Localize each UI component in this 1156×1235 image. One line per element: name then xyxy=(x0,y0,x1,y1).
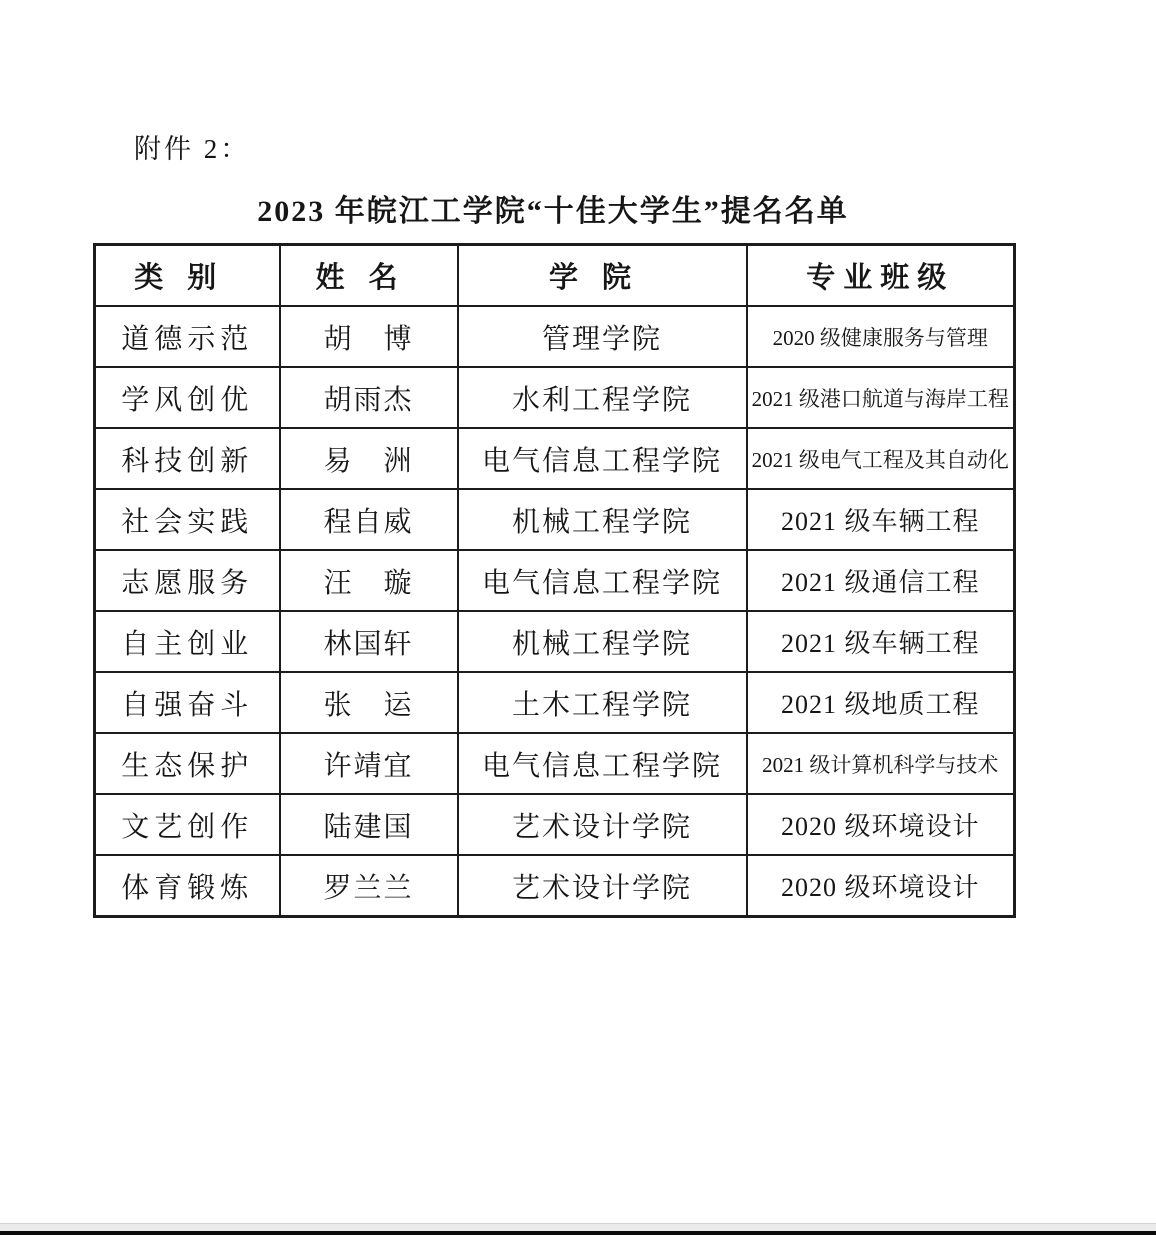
name-cell: 张 运 xyxy=(280,672,458,733)
major-cell: 2021 级车辆工程 xyxy=(747,611,1015,672)
college-cell: 管理学院 xyxy=(458,306,747,367)
major-cell: 2021 级港口航道与海岸工程 xyxy=(747,367,1015,428)
name-cell: 汪 璇 xyxy=(280,550,458,611)
college-cell: 艺术设计学院 xyxy=(458,794,747,855)
category-cell: 道德示范 xyxy=(95,306,280,367)
table-row xyxy=(95,794,1015,855)
major-cell: 2021 级电气工程及其自动化 xyxy=(747,428,1015,489)
column-header-category: 类别 xyxy=(95,245,280,307)
major-cell: 2020 级环境设计 xyxy=(747,794,1015,855)
major-cell: 2021 级车辆工程 xyxy=(747,489,1015,550)
table-row xyxy=(95,428,1015,489)
college-cell: 水利工程学院 xyxy=(458,367,747,428)
category-cell: 自主创业 xyxy=(95,611,280,672)
name-cell: 易 洲 xyxy=(280,428,458,489)
category-cell: 志愿服务 xyxy=(95,550,280,611)
attachment-label: 附件 2： xyxy=(134,134,251,164)
major-cell: 2021 级通信工程 xyxy=(747,550,1015,611)
table-row xyxy=(95,855,1015,917)
major-cell: 2020 级健康服务与管理 xyxy=(747,306,1015,367)
major-cell: 2021 级地质工程 xyxy=(747,672,1015,733)
category-cell: 自强奋斗 xyxy=(95,672,280,733)
name-cell: 程自威 xyxy=(280,489,458,550)
category-cell: 社会实践 xyxy=(95,489,280,550)
document-title: 2023 年皖江工学院“十佳大学生”提名名单 xyxy=(257,195,849,228)
column-header-college: 学院 xyxy=(458,245,747,307)
college-cell: 电气信息工程学院 xyxy=(458,428,747,489)
name-cell: 胡雨杰 xyxy=(280,367,458,428)
name-cell: 胡 博 xyxy=(280,306,458,367)
category-cell: 生态保护 xyxy=(95,733,280,794)
table-row xyxy=(95,550,1015,611)
column-header-name: 姓名 xyxy=(280,245,458,307)
category-cell: 体育锻炼 xyxy=(95,855,280,917)
table-row xyxy=(95,489,1015,550)
header-row xyxy=(95,245,1015,307)
name-cell: 陆建国 xyxy=(280,794,458,855)
category-cell: 学风创优 xyxy=(95,367,280,428)
major-cell: 2021 级计算机科学与技术 xyxy=(747,733,1015,794)
college-cell: 土木工程学院 xyxy=(458,672,747,733)
college-cell: 机械工程学院 xyxy=(458,611,747,672)
table-row xyxy=(95,733,1015,794)
table-row xyxy=(95,611,1015,672)
name-cell: 林国轩 xyxy=(280,611,458,672)
table-row xyxy=(95,367,1015,428)
major-cell: 2020 级环境设计 xyxy=(747,855,1015,917)
nominees-table xyxy=(93,243,1016,918)
college-cell: 机械工程学院 xyxy=(458,489,747,550)
scan-page-edge-dark xyxy=(0,1231,1156,1235)
table-row xyxy=(95,672,1015,733)
college-cell: 电气信息工程学院 xyxy=(458,550,747,611)
college-cell: 艺术设计学院 xyxy=(458,855,747,917)
college-cell: 电气信息工程学院 xyxy=(458,733,747,794)
table-row xyxy=(95,306,1015,367)
category-cell: 文艺创作 xyxy=(95,794,280,855)
category-cell: 科技创新 xyxy=(95,428,280,489)
column-header-major: 专业班级 xyxy=(747,245,1015,307)
name-cell: 许靖宜 xyxy=(280,733,458,794)
name-cell: 罗兰兰 xyxy=(280,855,458,917)
